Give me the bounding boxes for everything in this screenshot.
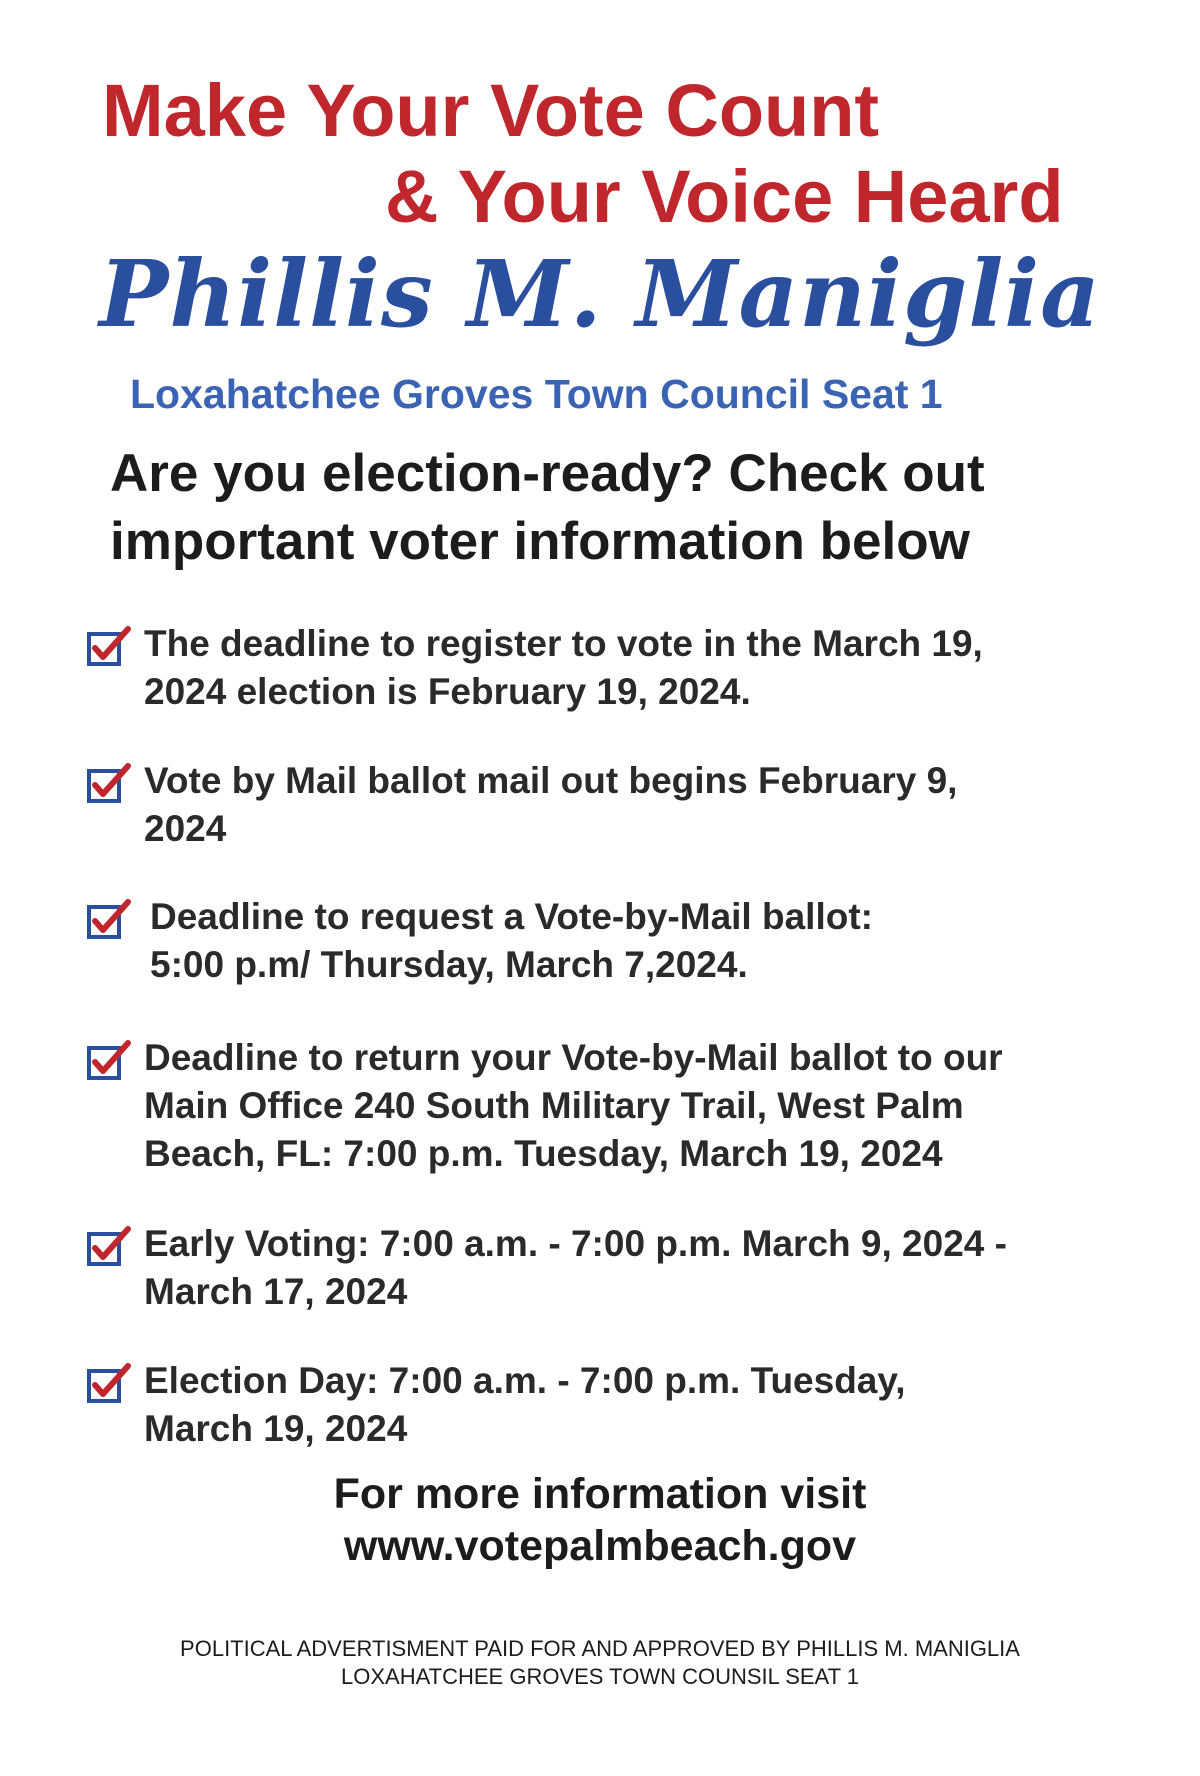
checklist-line: Election Day: 7:00 a.m. - 7:00 p.m. Tuesday,	[144, 1360, 906, 1401]
disclaimer-line-2: LOXAHATCHEE GROVES TOWN COUNSIL SEAT 1	[341, 1664, 859, 1689]
checklist-line: The deadline to register to vote in the March 19,	[144, 623, 983, 664]
more-info-line: For more information visit	[333, 1470, 867, 1518]
checklist-item-text	[144, 1034, 1003, 1178]
candidate-name: Phillis M. Maniglia	[99, 240, 1101, 348]
checklist-line: Beach, FL: 7:00 p.m. Tuesday, March 19, 2024	[144, 1133, 943, 1174]
checked-box-icon	[86, 1363, 132, 1405]
checked-box-icon	[86, 626, 132, 668]
political-disclaimer	[0, 1635, 1200, 1691]
checked-box-icon	[86, 1040, 132, 1082]
checklist-line: March 19, 2024	[144, 1408, 408, 1449]
checklist-line: 5:00 p.m/ Thursday, March 7,2024.	[150, 944, 748, 985]
checklist-line: Deadline to return your Vote-by-Mail ballot to our	[144, 1037, 1003, 1078]
checked-box-icon	[86, 763, 132, 805]
headline-line-2: & Your Voice Heard	[385, 155, 1064, 238]
checklist-line: March 17, 2024	[144, 1271, 408, 1312]
checklist-line: 2024	[144, 808, 227, 849]
question-line-1: Are you election-ready? Check out	[110, 444, 985, 503]
disclaimer-line-1: POLITICAL ADVERTISMENT PAID FOR AND APPROVED BY PHILLIS M. MANIGLIA	[180, 1636, 1020, 1661]
headline-line-1: Make Your Vote Count	[102, 69, 880, 152]
website-link[interactable]: www.votepalmbeach.gov	[343, 1522, 857, 1570]
checklist-item-text	[150, 893, 873, 989]
checklist-line: Deadline to request a Vote-by-Mail ballot:	[150, 896, 873, 937]
checklist-line: Vote by Mail ballot mail out begins February 9,	[144, 760, 958, 801]
question-line-2: important voter information below	[110, 512, 970, 571]
checked-box-icon	[86, 1226, 132, 1268]
checked-box-icon	[86, 899, 132, 941]
checklist-line: 2024 election is February 19, 2024.	[144, 671, 751, 712]
election-ready-question	[110, 440, 985, 576]
checklist-item-text	[144, 1357, 906, 1453]
checklist-line: Main Office 240 South Military Trail, West Palm	[144, 1085, 964, 1126]
checklist-item-text	[144, 757, 957, 853]
checklist-line: Early Voting: 7:00 a.m. - 7:00 p.m. March 9, 2024 -	[144, 1223, 1007, 1264]
checklist-item-text	[144, 1220, 1007, 1316]
checklist-item-text	[144, 620, 983, 716]
more-information	[0, 1468, 1200, 1572]
council-seat: Loxahatchee Groves Town Council Seat 1	[130, 371, 943, 417]
